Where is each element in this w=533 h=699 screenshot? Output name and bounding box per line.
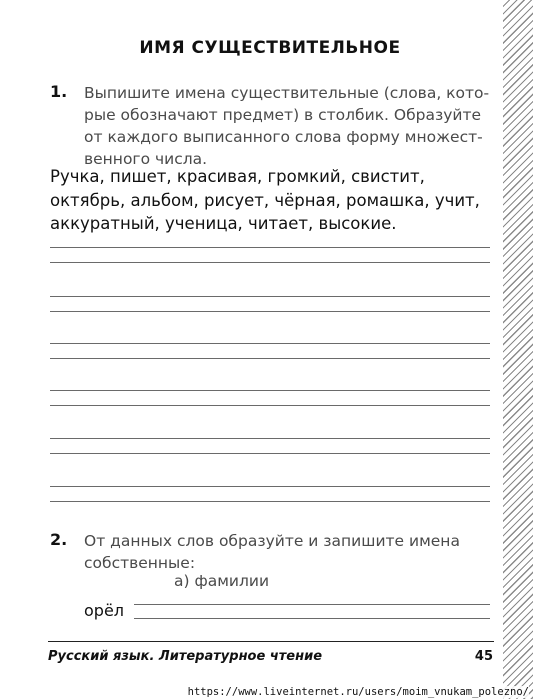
task-2-instructions: От данных слов образуйте и запишите имена собственные: (84, 532, 460, 572)
writing-line[interactable] (50, 343, 490, 344)
writing-line[interactable] (50, 247, 490, 248)
writing-line[interactable] (50, 311, 490, 312)
writing-line[interactable] (50, 390, 490, 391)
task-2-variant-label: а) фамилии (174, 572, 270, 590)
task-2-number: 2. (50, 530, 68, 549)
footer-subject: Русский язык. Литературное чтение (48, 649, 323, 664)
task-2-word: орёл (84, 601, 125, 620)
writing-line[interactable] (50, 262, 490, 263)
footer-divider (48, 641, 494, 642)
answer-line[interactable] (134, 618, 490, 619)
watermark-url: https://www.liveinternet.ru/users/moim_vnukam_polezno/ (187, 686, 529, 698)
task-1-instructions: Выпишите имена существительные (слова, кото- рые обозначают предмет) в столбик. Образуйте от каждого выписанного слова форму множест- венного числа. (84, 84, 490, 168)
page-title: ИМЯ СУЩЕСТВИТЕЛЬНОЕ (139, 38, 401, 58)
answer-line[interactable] (134, 604, 490, 605)
task-1-number: 1. (50, 82, 68, 101)
writing-line[interactable] (50, 501, 490, 502)
writing-line[interactable] (50, 358, 490, 359)
writing-line[interactable] (50, 438, 490, 439)
decorative-hatch-border (503, 0, 533, 699)
writing-line[interactable] (50, 405, 490, 406)
writing-line[interactable] (50, 486, 490, 487)
task-1-word-list: Ручка, пишет, красивая, громкий, свистит, октябрь, альбом, рисует, чёрная, ромашка, учит, аккуратный, ученица, читает, высокие. (50, 167, 480, 233)
page-number: 45 (474, 649, 493, 664)
writing-line[interactable] (50, 296, 490, 297)
writing-line[interactable] (50, 453, 490, 454)
